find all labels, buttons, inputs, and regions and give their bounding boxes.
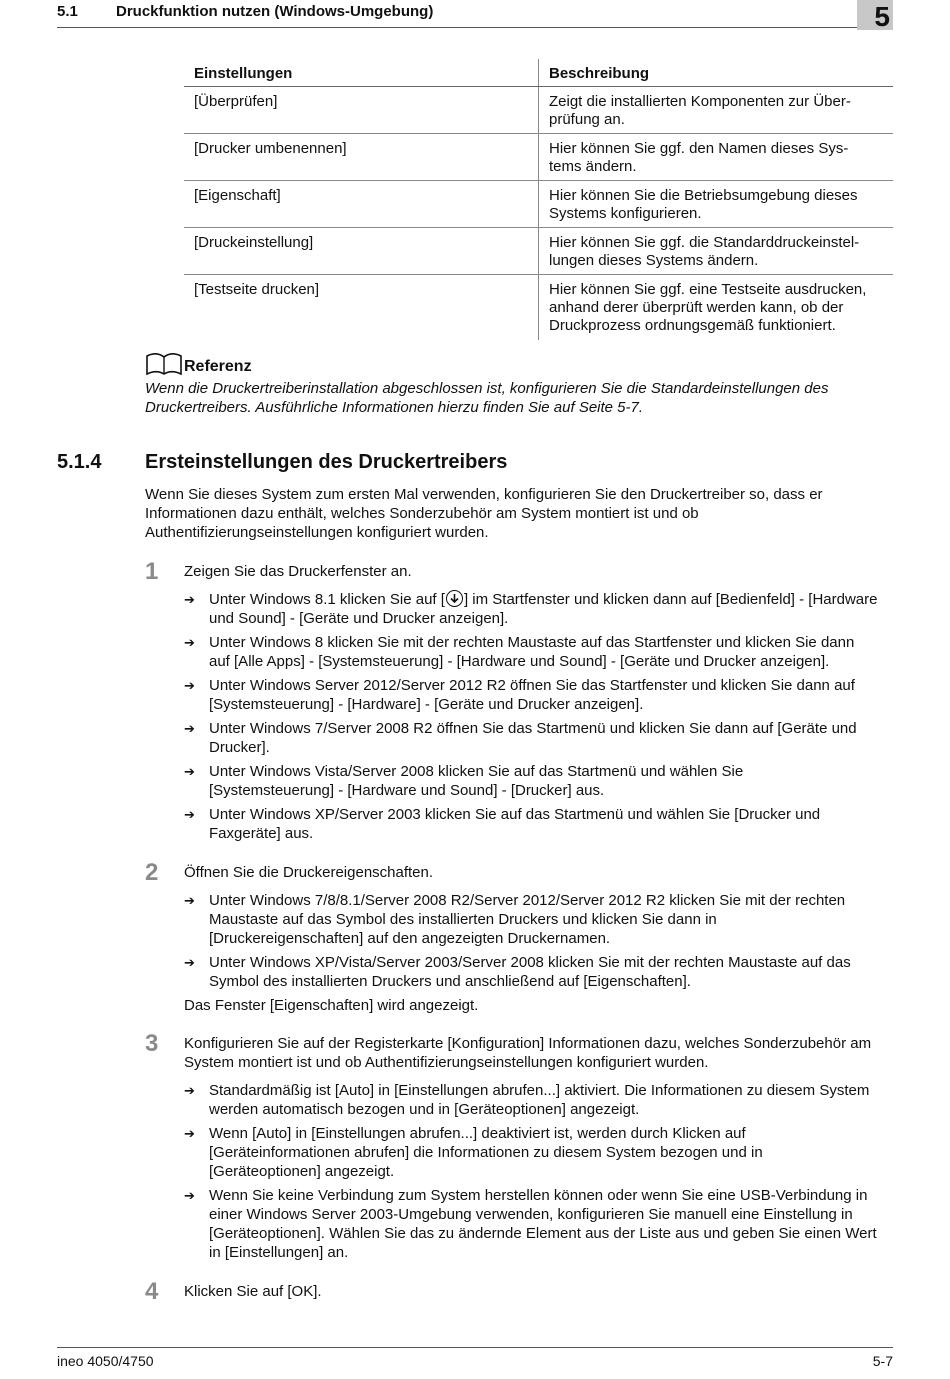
bullet-line: werden automatisch bezogen und in [Geräteoptionen] angezeigt. [209,1101,640,1118]
bullet-line: auf [Alle Apps] - [Systemsteuerung] - [Hardware und Sound] - [Geräte und Drucker anzeigen]. [209,653,830,670]
table-row [184,181,893,228]
step-number: 1 [145,558,159,585]
section-number: 5.1.4 [57,451,102,473]
bullet-line: Wenn [Auto] in [Einstellungen abrufen...] deaktiviert ist, werden durch Klicken auf [209,1125,746,1142]
table-row [184,134,893,181]
step-1 [145,558,893,848]
step-text [184,1034,893,1072]
reference-heading [145,350,895,376]
col-header-description: Beschreibung [539,59,894,87]
step-4 [145,1278,893,1305]
bullet-line: [Systemsteuerung] - [Hardware] - [Geräte und Drucker anzeigen]. [209,696,644,713]
description-line: prüfung an. [549,111,625,128]
bullet-item [184,676,893,714]
description-line: lungen dieses Systems ändern. [549,252,759,269]
bullet-item [184,1124,893,1181]
bullet-line: und Sound] - [Geräte und Drucker anzeigen]. [209,610,509,627]
arrow-right-icon: ➔ [184,1188,195,1203]
description-line: Hier können Sie ggf. den Namen dieses Sys- [549,140,849,157]
bullet-line: Unter Windows XP/Vista/Server 2003/Server 2008 klicken Sie mit der rechten Maustaste auf das [209,954,851,971]
bullet-line: Maustaste auf das Symbol des installierten Druckers und klicken Sie dann in [209,911,717,928]
bullet-line: Unter Windows XP/Server 2003 klicken Sie auf das Startmenü und wählen Sie [Drucker und [209,806,821,823]
setting-cell: [Druckeinstellung] [184,228,539,275]
bullet-item [184,805,893,843]
bullet-line: [Druckereigenschaften] auf den angezeigten Druckernamen. [209,930,611,947]
bullet-item [184,719,893,757]
setting-cell: [Drucker umbenennen] [184,134,539,181]
description-cell [539,228,894,275]
setting-cell: [Überprüfen] [184,87,539,134]
description-line: Zeigt die installierten Komponenten zur Über- [549,93,851,110]
arrow-right-icon: ➔ [184,955,195,970]
arrow-right-icon: ➔ [184,893,195,908]
page-header [0,0,950,30]
intro-line: Authentifizierungseinstellungen konfiguriert wurden. [145,524,489,541]
bullet-list [184,590,893,843]
bullet-list [184,1081,893,1262]
settings-table [184,59,893,340]
description-line: Systems konfigurieren. [549,205,702,222]
step-text-line: Konfigurieren Sie auf der Registerkarte [Konfiguration] Informationen dazu, welches Sonderzubehör am [184,1035,872,1052]
step-number: 4 [145,1278,159,1305]
footer-model: ineo 4050/4750 [57,1353,154,1369]
down-arrow-circle-icon [446,590,463,607]
step-3 [145,1030,893,1267]
arrow-right-icon: ➔ [184,807,195,822]
intro-line: Informationen dazu enthält, welches Sonderzubehör am System montiert ist und ob [145,505,699,522]
bullet-line: Unter Windows 8 klicken Sie mit der rechten Maustaste auf das Startfenster und klicken Sie dann [209,634,855,651]
description-cell [539,87,894,134]
intro-line: Wenn Sie dieses System zum ersten Mal verwenden, konfigurieren Sie den Druckertreiber so, dass er [145,486,823,503]
header-section-number: 5.1 [57,3,78,20]
bullet-line: [Geräteoptionen]. Wählen Sie das zu ändernde Element aus der Liste aus und geben Sie einen Wert [209,1225,877,1242]
bullet-line: [Geräteoptionen] angezeigt. [209,1163,395,1180]
footer-rule [57,1347,893,1348]
bullet-line: Wenn Sie keine Verbindung zum System herstellen können oder wenn Sie eine USB-Verbindung in [209,1187,868,1204]
description-line: Druckprozess ordnungsgemäß funktioniert. [549,317,836,334]
step-text: Zeigen Sie das Druckerfenster an. [184,563,412,580]
step-text: Öffnen Sie die Druckereigenschaften. [184,864,434,881]
arrow-right-icon: ➔ [184,1083,195,1098]
section-intro [145,485,890,542]
table-row [184,275,893,341]
bullet-list [184,891,893,991]
header-section-title: Druckfunktion nutzen (Windows-Umgebung) [116,3,434,20]
reference-title: Referenz [184,358,252,375]
setting-cell: [Testseite drucken] [184,275,539,341]
bullet-item [184,590,893,628]
arrow-right-icon: ➔ [184,1126,195,1141]
description-line: Hier können Sie ggf. die Standarddruckeinstel- [549,234,860,251]
reference-text [145,379,895,417]
open-book-icon [145,352,183,376]
description-cell [539,275,894,341]
bullet-line: Unter Windows Server 2012/Server 2012 R2 öffnen Sie das Startfenster und klicken Sie dann auf [209,677,855,694]
step-text: Klicken Sie auf [OK]. [184,1283,322,1300]
reference-line: Wenn die Druckertreiberinstallation abgeschlossen ist, konfigurieren Sie die Standardeinstellungen des [145,380,829,397]
step-text-line: System montiert ist und ob Authentifizierungseinstellungen konfiguriert wurden. [184,1054,709,1071]
bullet-line: Unter Windows 7/8/8.1/Server 2008 R2/Server 2012/Server 2012 R2 klicken Sie mit der rechten [209,892,846,909]
setting-cell: [Eigenschaft] [184,181,539,228]
table-row [184,87,893,134]
description-cell [539,181,894,228]
chapter-number: 5 [874,1,890,32]
bullet-line: Unter Windows Vista/Server 2008 klicken Sie auf das Startmenü und wählen Sie [209,763,744,780]
description-line: Hier können Sie die Betriebsumgebung dieses [549,187,858,204]
description-line: anhand derer überprüft werden kann, ob der [549,299,844,316]
bullet-line: [Systemsteuerung] - [Hardware und Sound] - [Drucker] aus. [209,782,605,799]
step-number: 3 [145,1030,159,1057]
bullet-line: Standardmäßig ist [Auto] in [Einstellungen abrufen...] aktiviert. Die Informationen zu diesem System [209,1082,870,1099]
footer-page-number: 5-7 [872,1353,893,1369]
section-title: Ersteinstellungen des Druckertreibers [145,451,508,473]
step-result: Das Fenster [Eigenschaften] wird angezeigt. [184,997,479,1014]
bullet-text: ] im Startfenster und klicken dann auf [Bedienfeld] - [Hardware [463,591,878,608]
bullet-line: Unter Windows 7/Server 2008 R2 öffnen Sie das Startmenü und klicken Sie dann auf [Geräte und [209,720,857,737]
arrow-right-icon: ➔ [184,592,195,607]
arrow-right-icon: ➔ [184,635,195,650]
bullet-line: Symbol des installierten Druckers und anschließend auf [Eigenschaften]. [209,973,691,990]
bullet-line: [Geräteinformationen abrufen] die Informationen zu diesem System bezogen und in [209,1144,763,1161]
table-row [184,228,893,275]
arrow-right-icon: ➔ [184,764,195,779]
bullet-line: einer Windows Server 2003-Umgebung verwenden, konfigurieren Sie manuell eine Einstellung in [209,1206,853,1223]
table-header-row [184,59,893,87]
bullet-item [184,953,893,991]
step-2 [145,859,893,1015]
bullet-line: Faxgeräte] aus. [209,825,314,842]
description-line: Hier können Sie ggf. eine Testseite ausdrucken, [549,281,867,298]
bullet-line: Drucker]. [209,739,270,756]
bullet-item [184,762,893,800]
step-number: 2 [145,859,159,886]
arrow-right-icon: ➔ [184,678,195,693]
reference-line [145,398,895,417]
reference-note [145,350,895,417]
chapter-tab [857,0,893,30]
arrow-right-icon: ➔ [184,721,195,736]
bullet-line [209,590,893,609]
bullet-item [184,891,893,948]
bullet-item [184,1186,893,1262]
bullet-item [184,1081,893,1119]
description-cell [539,134,894,181]
col-header-settings: Einstellungen [184,59,539,87]
description-line: tems ändern. [549,158,637,175]
reference-line-text: Druckertreibers. Ausführliche Informationen hierzu finden Sie auf Seite 5-7. [145,399,644,416]
bullet-line: in [Einstellungen] an. [209,1244,349,1261]
bullet-text: Unter Windows 8.1 klicken Sie auf [ [209,591,445,608]
header-rule [57,27,857,28]
bullet-item [184,633,893,671]
